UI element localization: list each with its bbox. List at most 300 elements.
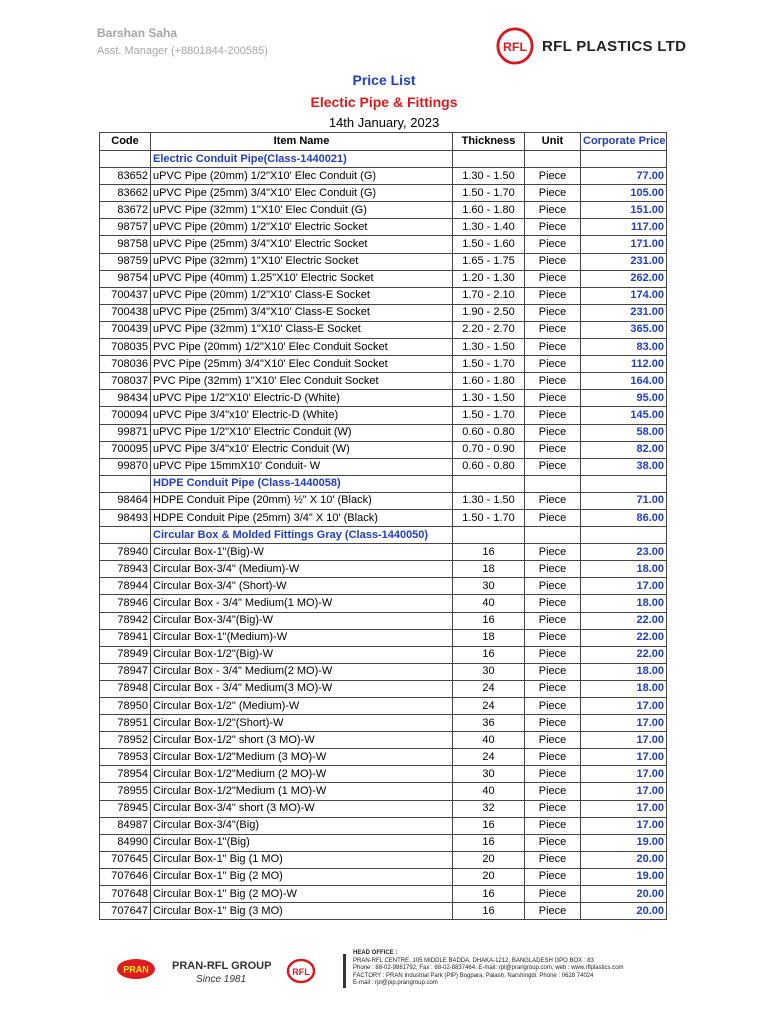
price-cell: 151.00 xyxy=(581,202,667,219)
item-name-cell: HDPE Conduit Pipe (25mm) 3/4" X 10' (Black) xyxy=(151,509,453,526)
table-row xyxy=(100,373,667,390)
item-name-cell: uPVC Pipe 3/4"x10' Electric Conduit (W) xyxy=(151,441,453,458)
contact-name: Barshan Saha xyxy=(97,26,178,40)
price-cell: 82.00 xyxy=(581,441,667,458)
thickness-cell: 1.50 - 1.70 xyxy=(453,356,525,373)
table-row xyxy=(100,663,667,680)
table-row xyxy=(100,680,667,697)
price-cell: 20.00 xyxy=(581,886,667,903)
price-cell: 22.00 xyxy=(581,629,667,646)
unit-cell: Piece xyxy=(525,424,581,441)
price-cell: 17.00 xyxy=(581,783,667,800)
thickness-cell: 1.50 - 1.70 xyxy=(453,185,525,202)
thickness-cell: 16 xyxy=(453,646,525,663)
unit-cell: Piece xyxy=(525,680,581,697)
contact-block xyxy=(97,26,268,57)
price-cell: 20.00 xyxy=(581,903,667,920)
code-cell: 78941 xyxy=(100,629,151,646)
unit-cell: Piece xyxy=(525,578,581,595)
price-cell: 83.00 xyxy=(581,339,667,356)
code-cell xyxy=(100,151,151,168)
item-name-cell: PVC Pipe (32mm) 1"X10' Elec Conduit Socket xyxy=(151,373,453,390)
item-name-cell: Circular Box-3/4"(Big)-W xyxy=(151,612,453,629)
code-cell: 708036 xyxy=(100,356,151,373)
item-name-cell: uPVC Pipe (32mm) 1"X10' Class-E Socket xyxy=(151,321,453,338)
price-cell: 365.00 xyxy=(581,321,667,338)
thickness-cell: 0.70 - 0.90 xyxy=(453,441,525,458)
table-row xyxy=(100,817,667,834)
table-row xyxy=(100,287,667,304)
price-cell: 145.00 xyxy=(581,407,667,424)
table-row xyxy=(100,185,667,202)
unit-cell: Piece xyxy=(525,629,581,646)
price-table xyxy=(99,132,667,920)
price-cell: 171.00 xyxy=(581,236,667,253)
table-row xyxy=(100,834,667,851)
code-cell: 78951 xyxy=(100,715,151,732)
unit-cell: Piece xyxy=(525,390,581,407)
unit-cell: Piece xyxy=(525,373,581,390)
code-cell: 78952 xyxy=(100,732,151,749)
item-name-cell: Circular Box-3/4" (Medium)-W xyxy=(151,561,453,578)
section-row xyxy=(100,527,667,544)
item-name-cell: Circular Box-3/4" (Short)-W xyxy=(151,578,453,595)
thickness-cell: 16 xyxy=(453,903,525,920)
table-row xyxy=(100,612,667,629)
thickness-cell: 1.60 - 1.80 xyxy=(453,202,525,219)
unit-cell: Piece xyxy=(525,270,581,287)
thickness-cell: 1.20 - 1.30 xyxy=(453,270,525,287)
thickness-cell: 1.50 - 1.60 xyxy=(453,236,525,253)
price-cell: 58.00 xyxy=(581,424,667,441)
price-cell: 18.00 xyxy=(581,595,667,612)
code-cell: 83662 xyxy=(100,185,151,202)
code-cell: 707645 xyxy=(100,851,151,868)
thickness-cell: 24 xyxy=(453,749,525,766)
unit-cell: Piece xyxy=(525,851,581,868)
unit-cell: Piece xyxy=(525,561,581,578)
section-title: Electric Conduit Pipe(Class-1440021) xyxy=(151,151,453,168)
price-cell: 71.00 xyxy=(581,492,667,509)
table-body xyxy=(100,151,667,920)
item-name-cell: Circular Box-1/2"(Big)-W xyxy=(151,646,453,663)
thickness-cell: 24 xyxy=(453,680,525,697)
table-row xyxy=(100,561,667,578)
thickness-cell: 16 xyxy=(453,612,525,629)
company-brand xyxy=(496,27,686,65)
thickness-cell: 0.60 - 0.80 xyxy=(453,458,525,475)
section-row xyxy=(100,475,667,492)
table-row xyxy=(100,868,667,885)
table-row xyxy=(100,886,667,903)
price-cell: 95.00 xyxy=(581,390,667,407)
thickness-cell: 32 xyxy=(453,800,525,817)
thickness-cell: 16 xyxy=(453,544,525,561)
code-cell: 78955 xyxy=(100,783,151,800)
code-cell: 98493 xyxy=(100,509,151,526)
item-name-cell: uPVC Pipe 15mmX10' Conduit- W xyxy=(151,458,453,475)
price-cell xyxy=(581,475,667,492)
item-name-cell: PVC Pipe (25mm) 3/4"X10' Elec Conduit Socket xyxy=(151,356,453,373)
price-cell: 117.00 xyxy=(581,219,667,236)
thickness-cell: 16 xyxy=(453,817,525,834)
price-cell: 17.00 xyxy=(581,715,667,732)
code-cell: 78946 xyxy=(100,595,151,612)
item-name-cell: Circular Box-1" Big (1 MO) xyxy=(151,851,453,868)
code-cell: 98434 xyxy=(100,390,151,407)
rfl-logo-icon xyxy=(496,27,534,65)
item-name-cell: Circular Box-3/4"(Big) xyxy=(151,817,453,834)
table-row xyxy=(100,851,667,868)
unit-cell: Piece xyxy=(525,219,581,236)
thickness-cell: 30 xyxy=(453,578,525,595)
price-cell: 19.00 xyxy=(581,868,667,885)
price-cell: 174.00 xyxy=(581,287,667,304)
section-title: HDPE Conduit Pipe (Class-1440058) xyxy=(151,475,453,492)
table-row xyxy=(100,236,667,253)
table-row xyxy=(100,407,667,424)
rfl-footer-logo-icon xyxy=(286,958,316,984)
price-cell: 17.00 xyxy=(581,698,667,715)
unit-cell: Piece xyxy=(525,236,581,253)
unit-cell xyxy=(525,475,581,492)
thickness-cell: 40 xyxy=(453,732,525,749)
rfl-logo-text: RFL xyxy=(503,39,527,54)
unit-cell: Piece xyxy=(525,783,581,800)
code-cell: 700437 xyxy=(100,287,151,304)
table-row xyxy=(100,629,667,646)
unit-cell: Piece xyxy=(525,202,581,219)
section-title: Circular Box & Molded Fittings Gray (Class-1440050) xyxy=(151,527,453,544)
table-row xyxy=(100,270,667,287)
code-cell: 98464 xyxy=(100,492,151,509)
unit-cell: Piece xyxy=(525,509,581,526)
item-name-cell: uPVC Pipe (32mm) 1"X10' Elec Conduit (G) xyxy=(151,202,453,219)
table-row xyxy=(100,390,667,407)
thickness-cell xyxy=(453,475,525,492)
price-cell: 18.00 xyxy=(581,561,667,578)
table-header-row xyxy=(100,133,667,151)
table-row xyxy=(100,321,667,338)
table-row xyxy=(100,168,667,185)
price-cell: 38.00 xyxy=(581,458,667,475)
column-header-item-name: Item Name xyxy=(151,133,453,151)
item-name-cell: Circular Box - 3/4" Medium(2 MO)-W xyxy=(151,663,453,680)
thickness-cell: 1.60 - 1.80 xyxy=(453,373,525,390)
item-name-cell: Circular Box-1" Big (2 MO)-W xyxy=(151,886,453,903)
thickness-cell: 0.60 - 0.80 xyxy=(453,424,525,441)
table-row xyxy=(100,766,667,783)
thickness-cell: 18 xyxy=(453,561,525,578)
code-cell xyxy=(100,475,151,492)
thickness-cell: 40 xyxy=(453,595,525,612)
price-cell: 23.00 xyxy=(581,544,667,561)
item-name-cell: uPVC Pipe 1/2"X10' Electric-D (White) xyxy=(151,390,453,407)
table-row xyxy=(100,253,667,270)
thickness-cell xyxy=(453,151,525,168)
item-name-cell: Circular Box - 3/4" Medium(1 MO)-W xyxy=(151,595,453,612)
code-cell: 83652 xyxy=(100,168,151,185)
code-cell: 707647 xyxy=(100,903,151,920)
unit-cell: Piece xyxy=(525,407,581,424)
thickness-cell: 16 xyxy=(453,886,525,903)
code-cell: 78950 xyxy=(100,698,151,715)
item-name-cell: uPVC Pipe (32mm) 1"X10' Electric Socket xyxy=(151,253,453,270)
price-cell: 231.00 xyxy=(581,304,667,321)
item-name-cell: uPVC Pipe (25mm) 3/4"X10' Electric Socket xyxy=(151,236,453,253)
document-header xyxy=(0,72,768,131)
table-row xyxy=(100,698,667,715)
thickness-cell: 30 xyxy=(453,663,525,680)
price-cell: 22.00 xyxy=(581,612,667,629)
pran-logo-icon xyxy=(116,958,156,980)
item-name-cell: HDPE Conduit Pipe (20mm) ½" X 10' (Black) xyxy=(151,492,453,509)
item-name-cell: Circular Box-1/2"Medium (1 MO)-W xyxy=(151,783,453,800)
item-name-cell: uPVC Pipe 1/2"X10' Electric Conduit (W) xyxy=(151,424,453,441)
code-cell: 78940 xyxy=(100,544,151,561)
unit-cell: Piece xyxy=(525,817,581,834)
unit-cell: Piece xyxy=(525,698,581,715)
code-cell: 99871 xyxy=(100,424,151,441)
code-cell: 98759 xyxy=(100,253,151,270)
item-name-cell: uPVC Pipe (20mm) 1/2"X10' Class-E Socket xyxy=(151,287,453,304)
item-name-cell: uPVC Pipe (20mm) 1/2"X10' Elec Conduit (G) xyxy=(151,168,453,185)
code-cell: 700439 xyxy=(100,321,151,338)
code-cell: 78954 xyxy=(100,766,151,783)
price-cell: 77.00 xyxy=(581,168,667,185)
unit-cell: Piece xyxy=(525,595,581,612)
unit-cell: Piece xyxy=(525,903,581,920)
company-name: RFL PLASTICS LTD xyxy=(542,37,687,55)
price-cell: 17.00 xyxy=(581,732,667,749)
code-cell: 78944 xyxy=(100,578,151,595)
thickness-cell: 40 xyxy=(453,783,525,800)
address-line: E-mail : rpl@pip.prangroup.com xyxy=(353,980,438,987)
table-row xyxy=(100,339,667,356)
price-cell: 231.00 xyxy=(581,253,667,270)
unit-cell: Piece xyxy=(525,834,581,851)
item-name-cell: Circular Box-1/2"(Short)-W xyxy=(151,715,453,732)
unit-cell: Piece xyxy=(525,886,581,903)
item-name-cell: Circular Box-1"(Big)-W xyxy=(151,544,453,561)
code-cell: 708037 xyxy=(100,373,151,390)
item-name-cell: Circular Box-1/2" short (3 MO)-W xyxy=(151,732,453,749)
price-cell: 17.00 xyxy=(581,766,667,783)
table-row xyxy=(100,595,667,612)
table-row xyxy=(100,509,667,526)
rfl-footer-logo-text: RFL xyxy=(292,967,310,977)
unit-cell: Piece xyxy=(525,304,581,321)
group-since: Since 1981 xyxy=(196,974,247,985)
thickness-cell: 1.50 - 1.70 xyxy=(453,407,525,424)
unit-cell: Piece xyxy=(525,168,581,185)
price-cell: 18.00 xyxy=(581,663,667,680)
price-cell: 22.00 xyxy=(581,646,667,663)
price-cell: 164.00 xyxy=(581,373,667,390)
thickness-cell: 18 xyxy=(453,629,525,646)
unit-cell: Piece xyxy=(525,544,581,561)
item-name-cell: Circular Box-1/2"Medium (2 MO)-W xyxy=(151,766,453,783)
item-name-cell: Circular Box-1/2"Medium (3 MO)-W xyxy=(151,749,453,766)
table-row xyxy=(100,715,667,732)
code-cell: 78943 xyxy=(100,561,151,578)
code-cell: 78947 xyxy=(100,663,151,680)
unit-cell: Piece xyxy=(525,356,581,373)
table-row xyxy=(100,441,667,458)
code-cell: 84990 xyxy=(100,834,151,851)
item-name-cell: uPVC Pipe (25mm) 3/4"X10' Elec Conduit (G) xyxy=(151,185,453,202)
table-row xyxy=(100,749,667,766)
thickness-cell: 1.90 - 2.50 xyxy=(453,304,525,321)
thickness-cell: 30 xyxy=(453,766,525,783)
table-row xyxy=(100,202,667,219)
item-name-cell: uPVC Pipe 3/4"x10' Electric-D (White) xyxy=(151,407,453,424)
unit-cell: Piece xyxy=(525,612,581,629)
code-cell: 98758 xyxy=(100,236,151,253)
code-cell: 78945 xyxy=(100,800,151,817)
unit-cell: Piece xyxy=(525,646,581,663)
unit-cell: Piece xyxy=(525,339,581,356)
code-cell: 98754 xyxy=(100,270,151,287)
thickness-cell: 1.30 - 1.50 xyxy=(453,168,525,185)
unit-cell: Piece xyxy=(525,458,581,475)
item-name-cell: Circular Box - 3/4" Medium(3 MO)-W xyxy=(151,680,453,697)
unit-cell: Piece xyxy=(525,185,581,202)
code-cell: 708035 xyxy=(100,339,151,356)
price-cell: 105.00 xyxy=(581,185,667,202)
item-name-cell: Circular Box-1" Big (2 MO) xyxy=(151,868,453,885)
price-cell: 19.00 xyxy=(581,834,667,851)
thickness-cell: 24 xyxy=(453,698,525,715)
unit-cell: Piece xyxy=(525,663,581,680)
address-line: FACTORY : PRAN Industrial Park (PIP) Bogpara, Palash, Narshingdi. Phone : 0628 74024 xyxy=(353,972,594,979)
thickness-cell xyxy=(453,527,525,544)
footer-divider xyxy=(343,954,346,988)
table-row xyxy=(100,800,667,817)
thickness-cell: 2.20 - 2.70 xyxy=(453,321,525,338)
unit-cell xyxy=(525,151,581,168)
unit-cell: Piece xyxy=(525,749,581,766)
item-name-cell: Circular Box-3/4" short (3 MO)-W xyxy=(151,800,453,817)
item-name-cell: uPVC Pipe (20mm) 1/2"X10' Electric Socket xyxy=(151,219,453,236)
price-cell: 262.00 xyxy=(581,270,667,287)
unit-cell: Piece xyxy=(525,715,581,732)
footer-address xyxy=(353,950,624,988)
table-row xyxy=(100,732,667,749)
price-cell: 20.00 xyxy=(581,851,667,868)
thickness-cell: 1.30 - 1.50 xyxy=(453,339,525,356)
unit-cell: Piece xyxy=(525,253,581,270)
table-row xyxy=(100,578,667,595)
thickness-cell: 1.30 - 1.40 xyxy=(453,219,525,236)
item-name-cell: Circular Box-1"(Medium)-W xyxy=(151,629,453,646)
column-header-thickness: Thickness xyxy=(453,133,525,151)
table-row xyxy=(100,219,667,236)
thickness-cell: 36 xyxy=(453,715,525,732)
page-subtitle: Electic Pipe & Fittings xyxy=(310,94,458,110)
unit-cell: Piece xyxy=(525,321,581,338)
table-row xyxy=(100,424,667,441)
thickness-cell: 1.65 - 1.75 xyxy=(453,253,525,270)
price-cell: 17.00 xyxy=(581,749,667,766)
thickness-cell: 16 xyxy=(453,834,525,851)
table-row xyxy=(100,492,667,509)
unit-cell: Piece xyxy=(525,441,581,458)
thickness-cell: 20 xyxy=(453,851,525,868)
price-cell: 86.00 xyxy=(581,509,667,526)
code-cell: 78949 xyxy=(100,646,151,663)
unit-cell xyxy=(525,527,581,544)
thickness-cell: 1.50 - 1.70 xyxy=(453,509,525,526)
code-cell: 78948 xyxy=(100,680,151,697)
code-cell xyxy=(100,527,151,544)
unit-cell: Piece xyxy=(525,732,581,749)
item-name-cell: PVC Pipe (20mm) 1/2"X10' Elec Conduit Socket xyxy=(151,339,453,356)
address-line: PRAN-RFL CENTRE, 105 MIDDLE BADDA, DHAKA-1212, BANGLADESH GPO BOX : 83 xyxy=(353,957,594,964)
footer xyxy=(110,950,670,990)
price-cell xyxy=(581,527,667,544)
table-row xyxy=(100,544,667,561)
unit-cell: Piece xyxy=(525,766,581,783)
price-cell: 112.00 xyxy=(581,356,667,373)
code-cell: 78942 xyxy=(100,612,151,629)
code-cell: 707648 xyxy=(100,886,151,903)
table-row xyxy=(100,458,667,475)
item-name-cell: Circular Box-1/2" (Medium)-W xyxy=(151,698,453,715)
item-name-cell: uPVC Pipe (40mm) 1.25"X10' Electric Socket xyxy=(151,270,453,287)
unit-cell: Piece xyxy=(525,492,581,509)
price-cell: 18.00 xyxy=(581,680,667,697)
table-row xyxy=(100,356,667,373)
price-cell: 17.00 xyxy=(581,578,667,595)
table-row xyxy=(100,304,667,321)
code-cell: 700438 xyxy=(100,304,151,321)
unit-cell: Piece xyxy=(525,800,581,817)
unit-cell: Piece xyxy=(525,868,581,885)
code-cell: 83672 xyxy=(100,202,151,219)
page-date: 14th January, 2023 xyxy=(328,115,440,130)
item-name-cell: Circular Box-1" Big (3 MO) xyxy=(151,903,453,920)
address-line: Phone : 88-02-9881792, Fax : 88-02-8837464, E-mail: rpl@prangroup.com, web : www.rflplastics.com xyxy=(353,965,624,972)
code-cell: 84987 xyxy=(100,817,151,834)
price-cell xyxy=(581,151,667,168)
price-cell: 17.00 xyxy=(581,800,667,817)
contact-role: Asst. Manager (+8801844-200585) xyxy=(97,45,268,57)
thickness-cell: 1.70 - 2.10 xyxy=(453,287,525,304)
thickness-cell: 20 xyxy=(453,868,525,885)
code-cell: 700095 xyxy=(100,441,151,458)
thickness-cell: 1.30 - 1.50 xyxy=(453,492,525,509)
section-row xyxy=(100,151,667,168)
pran-logo-text: PRAN xyxy=(123,964,149,975)
unit-cell: Piece xyxy=(525,287,581,304)
group-name: PRAN-RFL GROUP xyxy=(172,960,272,972)
address-line: HEAD OFFICE : xyxy=(353,950,398,956)
item-name-cell: Circular Box-1"(Big) xyxy=(151,834,453,851)
code-cell: 700094 xyxy=(100,407,151,424)
table-row xyxy=(100,646,667,663)
code-cell: 78953 xyxy=(100,749,151,766)
thickness-cell: 1.30 - 1.50 xyxy=(453,390,525,407)
item-name-cell: uPVC Pipe (25mm) 3/4"X10' Class-E Socket xyxy=(151,304,453,321)
column-header-code: Code xyxy=(100,133,151,151)
code-cell: 99870 xyxy=(100,458,151,475)
table-row xyxy=(100,783,667,800)
page-title: Price List xyxy=(352,72,416,88)
code-cell: 707646 xyxy=(100,868,151,885)
code-cell: 98757 xyxy=(100,219,151,236)
table-row xyxy=(100,903,667,920)
